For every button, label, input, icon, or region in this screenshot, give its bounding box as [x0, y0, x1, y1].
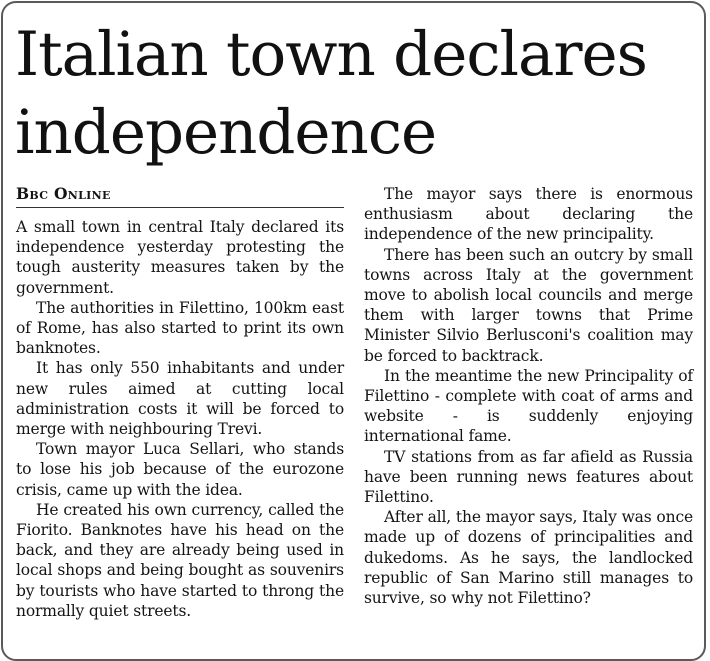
article-paragraph: It has only 550 inhabitants and under new rules aimed at cutting local administration costs it will be forced to merge with neighbouring Trevi. [16, 359, 344, 439]
article-paragraph: The mayor says there is enormous enthusiasm about declaring the independence of the new principality. [364, 185, 693, 244]
article-paragraph: The authorities in Filettino, 100km east of Rome, has also started to print its own banknotes. [16, 298, 344, 358]
article-paragraph: He created his own currency, called the Fiorito. Banknotes have his head on the back, and they are already being used in local shops and being bought as souvenirs by tourists who have started to throng the normally quiet streets. [16, 500, 344, 620]
article-paragraph: TV stations from as far afield as Russia have been running news features about Filettino. [364, 447, 693, 507]
article-paragraph: After all, the mayor says, Italy was once made up of dozens of principalities and dukedoms. As he says, the landlocked republic of San Marino still manages to survive, so why not Filettino? [364, 508, 693, 608]
article-column-left [16, 184, 344, 621]
article-paragraph: Town mayor Luca Sellari, who stands to lose his job because of the eurozone crisis, came up with the idea. [16, 440, 344, 499]
article-column-right [364, 184, 693, 608]
byline: Bbc Online [16, 184, 344, 208]
headline: Italian town declares independence [15, 19, 647, 168]
article-paragraph: A small town in central Italy declared its independence yesterday protesting the tough austerity measures taken by the government. [16, 218, 344, 297]
article-paragraph: In the meantime the new Principality of Filettino - complete with coat of arms and website - is suddenly enjoying international fame. [364, 366, 693, 446]
article-paragraph: There has been such an outcry by small towns across Italy at the government move to abolish local councils and merge them with larger towns that Prime Minister Silvio Berlusconi's coalition may be forced to backtrack. [364, 245, 693, 365]
